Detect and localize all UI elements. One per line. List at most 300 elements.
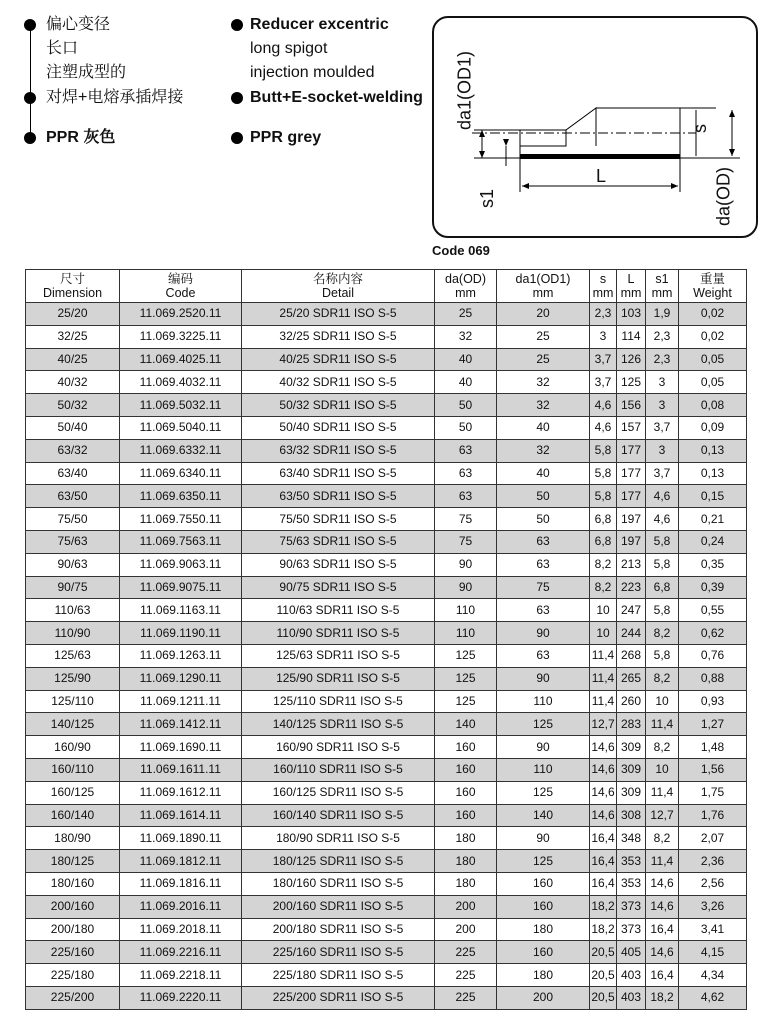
table-row xyxy=(26,827,747,850)
table-row xyxy=(26,872,747,895)
table-cell: 11.069.9075.11 xyxy=(120,576,242,599)
table-cell: 125/63 xyxy=(26,644,120,667)
spec-en-item: injection moulded xyxy=(250,64,375,81)
table-cell: 11.069.2216.11 xyxy=(120,941,242,964)
table-cell: 0,24 xyxy=(679,530,747,553)
table-cell: 0,39 xyxy=(679,576,747,599)
table-cell: 40/25 xyxy=(26,348,120,371)
table-cell: 0,93 xyxy=(679,690,747,713)
table-cell: 90 xyxy=(497,827,590,850)
table-cell: 25 xyxy=(497,325,590,348)
spec-cn-item: PPR 灰色 xyxy=(46,129,116,146)
s1-label: s1 xyxy=(477,188,498,209)
table-cell: 125/63 SDR11 ISO S-5 xyxy=(242,644,435,667)
table-cell: 125/90 SDR11 ISO S-5 xyxy=(242,667,435,690)
table-cell: 160/90 SDR11 ISO S-5 xyxy=(242,736,435,759)
table-cell: 11.069.1612.11 xyxy=(120,781,242,804)
table-cell: 32 xyxy=(497,394,590,417)
table-cell: 160/140 SDR11 ISO S-5 xyxy=(242,804,435,827)
table-cell: 11.069.6350.11 xyxy=(120,485,242,508)
column-header-primary: s xyxy=(599,272,607,286)
table-cell: 63 xyxy=(497,553,590,576)
table-cell: 225/160 SDR11 ISO S-5 xyxy=(242,941,435,964)
table-cell: 11.069.3225.11 xyxy=(120,325,242,348)
table-cell: 180/90 SDR11 ISO S-5 xyxy=(242,827,435,850)
table-cell: 353 xyxy=(617,872,646,895)
table-cell: 90 xyxy=(435,553,497,576)
table-cell: 180 xyxy=(435,827,497,850)
table-row xyxy=(26,303,747,326)
table-cell: 50 xyxy=(435,394,497,417)
table-cell: 260 xyxy=(617,690,646,713)
table-row xyxy=(26,964,747,987)
table-cell: 197 xyxy=(617,530,646,553)
bullet-icon xyxy=(231,92,243,104)
da-label: da(OD) xyxy=(713,167,734,227)
table-cell: 125 xyxy=(497,781,590,804)
table-cell: 265 xyxy=(617,667,646,690)
table-cell: 11,4 xyxy=(590,644,617,667)
column-header-primary: 尺寸 xyxy=(59,272,85,286)
table-cell: 90 xyxy=(435,576,497,599)
table-cell: 4,34 xyxy=(679,964,747,987)
column-header-primary: L xyxy=(627,272,635,286)
table-row xyxy=(26,941,747,964)
table-row xyxy=(26,462,747,485)
table-cell: 180 xyxy=(435,850,497,873)
table-cell: 140/125 SDR11 ISO S-5 xyxy=(242,713,435,736)
table-cell: 5,8 xyxy=(590,462,617,485)
table-cell: 40 xyxy=(497,462,590,485)
table-cell: 5,8 xyxy=(646,644,679,667)
table-row xyxy=(26,781,747,804)
table-cell: 200/160 SDR11 ISO S-5 xyxy=(242,895,435,918)
table-cell: 3,7 xyxy=(590,348,617,371)
column-header xyxy=(497,270,590,303)
table-cell: 63/32 SDR11 ISO S-5 xyxy=(242,439,435,462)
table-cell: 11.069.1812.11 xyxy=(120,850,242,873)
table-cell: 348 xyxy=(617,827,646,850)
table-cell: 160/125 xyxy=(26,781,120,804)
table-cell: 353 xyxy=(617,850,646,873)
table-cell: 110 xyxy=(435,599,497,622)
table-cell: 110/63 xyxy=(26,599,120,622)
table-cell: 63 xyxy=(435,485,497,508)
table-cell: 14,6 xyxy=(590,804,617,827)
table-cell: 160/125 SDR11 ISO S-5 xyxy=(242,781,435,804)
table-cell: 0,05 xyxy=(679,371,747,394)
table-cell: 6,8 xyxy=(590,508,617,531)
table-cell: 160/140 xyxy=(26,804,120,827)
table-row xyxy=(26,736,747,759)
table-cell: 10 xyxy=(646,758,679,781)
table-cell: 20,5 xyxy=(590,941,617,964)
table-cell: 126 xyxy=(617,348,646,371)
table-cell: 11.069.1290.11 xyxy=(120,667,242,690)
table-row xyxy=(26,553,747,576)
column-header-primary: s1 xyxy=(655,272,669,286)
table-cell: 63/50 SDR11 ISO S-5 xyxy=(242,485,435,508)
table-cell: 20 xyxy=(497,303,590,326)
table-cell: 14,6 xyxy=(646,872,679,895)
table-cell: 213 xyxy=(617,553,646,576)
table-cell: 11.069.7550.11 xyxy=(120,508,242,531)
table-cell: 11,4 xyxy=(646,713,679,736)
table-cell: 4,6 xyxy=(646,508,679,531)
table-cell: 50 xyxy=(497,485,590,508)
table-cell: 403 xyxy=(617,964,646,987)
table-row xyxy=(26,713,747,736)
column-header-secondary: mm xyxy=(592,286,614,300)
column-header xyxy=(617,270,646,303)
table-cell: 50/40 SDR11 ISO S-5 xyxy=(242,416,435,439)
table-cell: 63/32 xyxy=(26,439,120,462)
spec-en-item: Reducer excentric xyxy=(250,16,389,33)
table-cell: 225 xyxy=(435,986,497,1009)
table-row xyxy=(26,804,747,827)
table-cell: 3,26 xyxy=(679,895,747,918)
table-cell: 200 xyxy=(435,895,497,918)
table-cell: 3,7 xyxy=(590,371,617,394)
table-cell: 0,62 xyxy=(679,622,747,645)
table-cell: 40/32 xyxy=(26,371,120,394)
table-cell: 0,76 xyxy=(679,644,747,667)
column-header-primary: da1(OD1) xyxy=(515,272,571,286)
table-cell: 1,76 xyxy=(679,804,747,827)
table-cell: 157 xyxy=(617,416,646,439)
table-cell: 40 xyxy=(435,371,497,394)
table-cell: 180/125 xyxy=(26,850,120,873)
table-cell: 283 xyxy=(617,713,646,736)
table-cell: 140 xyxy=(497,804,590,827)
column-header-secondary: Code xyxy=(165,286,196,300)
table-cell: 160 xyxy=(497,941,590,964)
column-header-primary: 名称内容 xyxy=(312,272,363,286)
column-header-secondary: mm xyxy=(620,286,642,300)
table-cell: 63 xyxy=(435,462,497,485)
table-cell: 40/25 SDR11 ISO S-5 xyxy=(242,348,435,371)
table-cell: 11,4 xyxy=(646,781,679,804)
table-cell: 225 xyxy=(435,964,497,987)
table-cell: 160/110 xyxy=(26,758,120,781)
table-cell: 110/90 xyxy=(26,622,120,645)
spec-cn-item: 对焊+电熔承插焊接 xyxy=(46,89,184,106)
table-cell: 110 xyxy=(497,758,590,781)
column-header-secondary: mm xyxy=(532,286,554,300)
table-cell: 11.069.1690.11 xyxy=(120,736,242,759)
column-header-secondary: mm xyxy=(455,286,476,300)
table-cell: 18,2 xyxy=(590,895,617,918)
table-row xyxy=(26,850,747,873)
table-cell: 0,09 xyxy=(679,416,747,439)
table-cell: 0,55 xyxy=(679,599,747,622)
table-row xyxy=(26,508,747,531)
table-cell: 125 xyxy=(435,667,497,690)
column-header xyxy=(646,270,679,303)
table-cell: 180/90 xyxy=(26,827,120,850)
table-cell: 0,05 xyxy=(679,348,747,371)
table-row xyxy=(26,690,747,713)
table-cell: 90 xyxy=(497,736,590,759)
table-cell: 11.069.1163.11 xyxy=(120,599,242,622)
table-cell: 16,4 xyxy=(590,872,617,895)
column-header xyxy=(679,270,747,303)
table-cell: 8,2 xyxy=(646,667,679,690)
table-cell: 125 xyxy=(497,713,590,736)
table-cell: 225/200 SDR11 ISO S-5 xyxy=(242,986,435,1009)
spec-en-item: Butt+E-socket-welding xyxy=(250,89,423,106)
column-header-primary: da(OD) xyxy=(445,272,486,286)
table-cell: 405 xyxy=(617,941,646,964)
table-cell: 2,56 xyxy=(679,872,747,895)
table-cell: 403 xyxy=(617,986,646,1009)
table-cell: 5,8 xyxy=(646,553,679,576)
table-cell: 25 xyxy=(435,303,497,326)
table-cell: 103 xyxy=(617,303,646,326)
table-cell: 50 xyxy=(497,508,590,531)
table-row xyxy=(26,485,747,508)
column-header xyxy=(242,270,435,303)
table-cell: 110 xyxy=(497,690,590,713)
bullet-icon xyxy=(24,19,36,31)
table-row xyxy=(26,348,747,371)
table-cell: 1,27 xyxy=(679,713,747,736)
table-cell: 90/75 xyxy=(26,576,120,599)
table-cell: 160 xyxy=(435,781,497,804)
table-cell: 75/50 SDR11 ISO S-5 xyxy=(242,508,435,531)
table-cell: 11.069.1611.11 xyxy=(120,758,242,781)
table-cell: 63/40 xyxy=(26,462,120,485)
table-cell: 177 xyxy=(617,462,646,485)
da1-label: da1(OD1) xyxy=(454,50,475,131)
column-header xyxy=(590,270,617,303)
table-cell: 11,4 xyxy=(646,850,679,873)
table-cell: 75 xyxy=(497,576,590,599)
table-cell: 63 xyxy=(497,644,590,667)
table-cell: 110/90 SDR11 ISO S-5 xyxy=(242,622,435,645)
table-cell: 63 xyxy=(435,439,497,462)
table-cell: 180 xyxy=(497,964,590,987)
table-cell: 11.069.6340.11 xyxy=(120,462,242,485)
table-cell: 50/32 xyxy=(26,394,120,417)
table-cell: 0,02 xyxy=(679,303,747,326)
table-cell: 63/40 SDR11 ISO S-5 xyxy=(242,462,435,485)
bullet-icon xyxy=(231,19,243,31)
table-cell: 0,21 xyxy=(679,508,747,531)
table-cell: 309 xyxy=(617,758,646,781)
table-cell: 1,9 xyxy=(646,303,679,326)
table-row xyxy=(26,416,747,439)
table-cell: 140 xyxy=(435,713,497,736)
table-cell: 12,7 xyxy=(646,804,679,827)
table-cell: 32 xyxy=(497,439,590,462)
column-header-primary: 重量 xyxy=(699,272,725,286)
bullet-icon xyxy=(231,132,243,144)
table-cell: 0,13 xyxy=(679,462,747,485)
table-row xyxy=(26,622,747,645)
table-cell: 10 xyxy=(646,690,679,713)
table-cell: 14,6 xyxy=(590,758,617,781)
column-header xyxy=(120,270,242,303)
table-cell: 160 xyxy=(435,758,497,781)
table-cell: 160/110 SDR11 ISO S-5 xyxy=(242,758,435,781)
table-cell: 90 xyxy=(497,622,590,645)
table-cell: 90/63 xyxy=(26,553,120,576)
table-cell: 90 xyxy=(497,667,590,690)
table-cell: 2,3 xyxy=(646,325,679,348)
s-label: s xyxy=(690,124,710,133)
table-cell: 63 xyxy=(497,599,590,622)
table-cell: 16,4 xyxy=(590,827,617,850)
table-row xyxy=(26,895,747,918)
column-header-secondary: Dimension xyxy=(42,286,103,300)
code-label: Code 069 xyxy=(432,243,490,258)
table-cell: 11.069.1890.11 xyxy=(120,827,242,850)
table-cell: 40 xyxy=(497,416,590,439)
table-row xyxy=(26,576,747,599)
table-cell: 16,4 xyxy=(646,964,679,987)
spec-cn-item: 注塑成型的 xyxy=(46,64,127,81)
table-cell: 3,41 xyxy=(679,918,747,941)
table-cell: 40/32 SDR11 ISO S-5 xyxy=(242,371,435,394)
table-cell: 110/63 SDR11 ISO S-5 xyxy=(242,599,435,622)
table-cell: 3 xyxy=(646,394,679,417)
dimension-table xyxy=(25,269,747,1010)
table-cell: 11.069.1816.11 xyxy=(120,872,242,895)
table-cell: 14,6 xyxy=(590,781,617,804)
table-cell: 3 xyxy=(590,325,617,348)
table-row xyxy=(26,918,747,941)
table-cell: 225/180 SDR11 ISO S-5 xyxy=(242,964,435,987)
table-cell: 125/90 xyxy=(26,667,120,690)
table-cell: 156 xyxy=(617,394,646,417)
table-cell: 11.069.4025.11 xyxy=(120,348,242,371)
table-cell: 225/160 xyxy=(26,941,120,964)
table-cell: 16,4 xyxy=(646,918,679,941)
table-cell: 75/50 xyxy=(26,508,120,531)
table-cell: 20,5 xyxy=(590,986,617,1009)
table-cell: 75/63 xyxy=(26,530,120,553)
table-cell: 14,6 xyxy=(646,941,679,964)
table-row xyxy=(26,986,747,1009)
table-cell: 4,15 xyxy=(679,941,747,964)
table-cell: 18,2 xyxy=(590,918,617,941)
table-cell: 11.069.1263.11 xyxy=(120,644,242,667)
table-row xyxy=(26,325,747,348)
table-cell: 11.069.7563.11 xyxy=(120,530,242,553)
table-cell: 309 xyxy=(617,781,646,804)
table-cell: 268 xyxy=(617,644,646,667)
table-cell: 11.069.2218.11 xyxy=(120,964,242,987)
table-cell: 11.069.2018.11 xyxy=(120,918,242,941)
table-cell: 114 xyxy=(617,325,646,348)
table-cell: 0,35 xyxy=(679,553,747,576)
table-cell: 25 xyxy=(497,348,590,371)
table-cell: 200/160 xyxy=(26,895,120,918)
table-cell: 11,4 xyxy=(590,690,617,713)
table-cell: 4,6 xyxy=(646,485,679,508)
column-header-primary: 编码 xyxy=(167,272,193,286)
column-header xyxy=(435,270,497,303)
table-cell: 3,7 xyxy=(646,416,679,439)
table-cell: 180/160 xyxy=(26,872,120,895)
table-cell: 5,8 xyxy=(646,599,679,622)
table-cell: 90/75 SDR11 ISO S-5 xyxy=(242,576,435,599)
table-cell: 32/25 xyxy=(26,325,120,348)
table-cell: 0,88 xyxy=(679,667,747,690)
table-cell: 10 xyxy=(590,622,617,645)
table-cell: 11.069.1211.11 xyxy=(120,690,242,713)
table-cell: 16,4 xyxy=(590,850,617,873)
table-cell: 10 xyxy=(590,599,617,622)
table-cell: 125 xyxy=(435,690,497,713)
table-cell: 8,2 xyxy=(590,576,617,599)
table-cell: 14,6 xyxy=(590,736,617,759)
table-cell: 90/63 SDR11 ISO S-5 xyxy=(242,553,435,576)
spec-cn-item: 偏心变径 xyxy=(46,16,111,33)
table-cell: 225/180 xyxy=(26,964,120,987)
table-cell: 125 xyxy=(497,850,590,873)
table-cell: 11.069.2016.11 xyxy=(120,895,242,918)
table-cell: 247 xyxy=(617,599,646,622)
table-cell: 180/125 SDR11 ISO S-5 xyxy=(242,850,435,873)
table-cell: 3,7 xyxy=(646,462,679,485)
table-cell: 225 xyxy=(435,941,497,964)
table-cell: 3 xyxy=(646,439,679,462)
spec-cn-item: 长口 xyxy=(46,40,79,57)
table-row xyxy=(26,644,747,667)
column-header-secondary: Weight xyxy=(693,286,732,300)
spec-connector-line xyxy=(30,30,31,138)
table-cell: 5,8 xyxy=(590,485,617,508)
table-cell: 2,3 xyxy=(590,303,617,326)
table-cell: 50/32 SDR11 ISO S-5 xyxy=(242,394,435,417)
table-cell: 11.069.5032.11 xyxy=(120,394,242,417)
table-cell: 11.069.2520.11 xyxy=(120,303,242,326)
table-cell: 11.069.5040.11 xyxy=(120,416,242,439)
table-cell: 0,08 xyxy=(679,394,747,417)
column-header xyxy=(26,270,120,303)
table-cell: 8,2 xyxy=(646,827,679,850)
table-cell: 63 xyxy=(497,530,590,553)
table-cell: 160 xyxy=(435,736,497,759)
table-cell: 0,13 xyxy=(679,439,747,462)
spec-en-item: long spigot xyxy=(250,40,328,57)
table-cell: 8,2 xyxy=(590,553,617,576)
table-cell: 2,3 xyxy=(646,348,679,371)
table-cell: 160 xyxy=(435,804,497,827)
table-row xyxy=(26,394,747,417)
table-cell: 18,2 xyxy=(646,986,679,1009)
table-cell: 5,8 xyxy=(590,439,617,462)
table-cell: 63/50 xyxy=(26,485,120,508)
table-cell: 14,6 xyxy=(646,895,679,918)
table-cell: 0,15 xyxy=(679,485,747,508)
table-cell: 125/110 xyxy=(26,690,120,713)
table-cell: 1,48 xyxy=(679,736,747,759)
table-cell: 1,56 xyxy=(679,758,747,781)
table-cell: 2,07 xyxy=(679,827,747,850)
table-cell: 50/40 xyxy=(26,416,120,439)
table-cell: 8,2 xyxy=(646,622,679,645)
table-cell: 160 xyxy=(497,872,590,895)
technical-drawing xyxy=(432,16,758,238)
bullet-icon xyxy=(24,132,36,144)
table-cell: 180/160 SDR11 ISO S-5 xyxy=(242,872,435,895)
table-row xyxy=(26,439,747,462)
table-cell: 180 xyxy=(497,918,590,941)
table-cell: 223 xyxy=(617,576,646,599)
